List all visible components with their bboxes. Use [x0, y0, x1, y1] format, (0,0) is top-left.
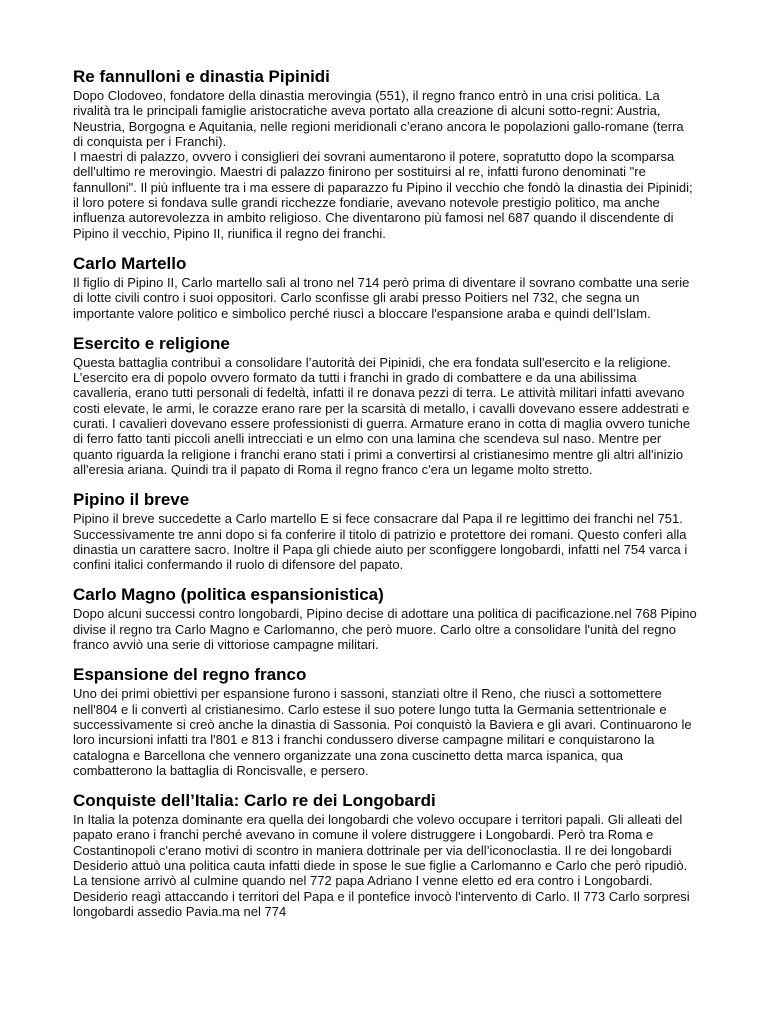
section-heading: Conquiste dell’Italia: Carlo re dei Longobardi [73, 791, 436, 811]
section-paragraph: Uno dei primi obiettivi per espansione furono i sassoni, stanziati oltre il Reno, che riuscì a sottomettere nell'804 e li convertì al cristianesimo. Carlo estese il suo potere lungo tutta la Germania settentrionale e successivamente si creò anche la dinastia di Sassonia. Poi conquistò la Baviera e gli avari. Continuarono le loro incursioni infatti tra l'801 e 813 i franchi condussero diverse campagne militari e conquistarono la catalogna e Barcellona che vennero organizzate una zona cuscinetto detta marca ispanica, qua combatterono la battaglia di Roncisvalle, e persero. [73, 686, 692, 778]
section-conquiste-italia [73, 790, 697, 919]
section-pipinidi [73, 66, 697, 241]
section-heading: Carlo Magno (politica espansionistica) [73, 585, 384, 605]
section-paragraph: Il figlio di Pipino II, Carlo martello salì al trono nel 714 però prima di diventare il sovrano combatte una serie di lotte civili contro i suoi oppositori. Carlo sconfisse gli arabi presso Poitiers nel 732, che segna un importante valore politico e simbolico perché riuscì a bloccare l'espansione araba e quindi dell’Islam. [73, 274, 690, 321]
section-paragraph: Questa battaglia contribuì a consolidare l’autorità dei Pipinidi, che era fondata sull'esercito e la religione. L’esercito era di popolo ovvero formato da tutti i franchi in grado di combattere e da una abilissima cavalleria, erano tutti personali di fedeltà, infatti il re donava pezzi di terra. Le attività militari infatti avevano costi elevate, le armi, le corazze erano rare per la scarsità di metallo, i cavalli dovevano essere addestrati e curati. I cavalieri dovevano essere professionisti di guerra. Armature erano in cotta di maglia ovvero tuniche di ferro fatto tanti piccoli anelli intrecciati e un elmo con una lamina che scendeva sul naso. Mentre per quanto riguarda la religione i franchi erano stati i primi a convertirsi al cristianesimo mentre gli altri all'inizio all'eresia ariana. Quindi tra il papato di Roma il regno franco c'era un legame molto stretto. [73, 354, 691, 477]
section-heading: Carlo Martello [73, 253, 187, 273]
section-espansione [73, 664, 697, 778]
section-carlo-martello [73, 253, 697, 321]
section-heading: Espansione del regno franco [73, 665, 307, 685]
section-paragraph: Pipino il breve succedette a Carlo martello E si fece consacrare dal Papa il re legittimo dei franchi nel 751. Successivamente tre anni dopo si fa conferire il titolo di patrizio e protettore dei romani. Questo conferì alla dinastia un carattere sacro. Inoltre il Papa gli chiede aiuto per sconfiggere longobardi, infatti nel 754 varca i confini italici confermando il ruolo di difensore del papato. [73, 511, 688, 573]
section-carlo-magno [73, 584, 697, 652]
section-paragraph: Dopo alcuni successi contro longobardi, Pipino decise di adottare una politica di pacificazione.nel 768 Pipino divise il regno tra Carlo Magno e Carlomanno, che però muore. Carlo oltre a consolidare l'unità del regno franco avviò una serie di vittoriose campagne militari. [73, 606, 697, 653]
section-paragraph: Dopo Clodoveo, fondatore della dinastia merovingia (551), il regno franco entrò in una crisi politica. La rivalità tra le principali famiglie aristocratiche aveva portato alla creazione di alcuni sotto-regni: Austria, Neustria, Borgogna e Aquitania, nelle regioni meridionali c’erano ancora le popolazioni gallo-romane (terra di conquista per i Franchi). I maestri di palazzo, ovvero i consiglieri dei sovrani aumentarono il potere, sopratutto dopo la scomparsa dell'ultimo re merovingio. Maestri di palazzo finirono per sostituirsi al re, infatti furono denominati "re fannulloni". Il più influente tra i ma essere di paparazzo fu Pipino il vecchio che fondò la dinastia dei Pipinidi; il loro potere si fondava sulle grandi ricchezze fondiarie, avevano notevole prestigio politico, ma anche influenza autorevolezza in ambito religioso. Che diventarono più famosi nel 687 quando il discendente di Pipino il vecchio, Pipino II, riunifica il regno dei franchi. [73, 88, 693, 241]
section-heading: Esercito e religione [73, 333, 230, 353]
section-esercito-religione [73, 333, 697, 477]
document-page [73, 66, 697, 931]
section-paragraph: In Italia la potenza dominante era quella dei longobardi che volevo occupare i territori papali. Gli alleati del papato erano i franchi perché avevano in comune il volere distruggere i Longobardi. Però tra Roma e Costantinopoli c'erano motivi di scontro in maniera dottrinale per via dell’iconoclastia. Il re dei longobardi Desiderio attuò una politica cauta infatti diede in spose le sue figlie a Carlomanno e Carlo che però ripudiò. La tensione arrivò al culmine quando nel 772 papa Adriano I venne eletto ed era contro i Longobardi. Desiderio reagì attaccando i territori del Papa e il pontefice invocò l'intervento di Carlo. Il 773 Carlo sorpresi longobardi assedio Pavia.ma nel 774 [73, 812, 690, 919]
section-heading: Pipino il breve [73, 490, 190, 510]
section-pipino-il-breve [73, 489, 697, 572]
section-heading: Re fannulloni e dinastia Pipinidi [73, 67, 330, 86]
